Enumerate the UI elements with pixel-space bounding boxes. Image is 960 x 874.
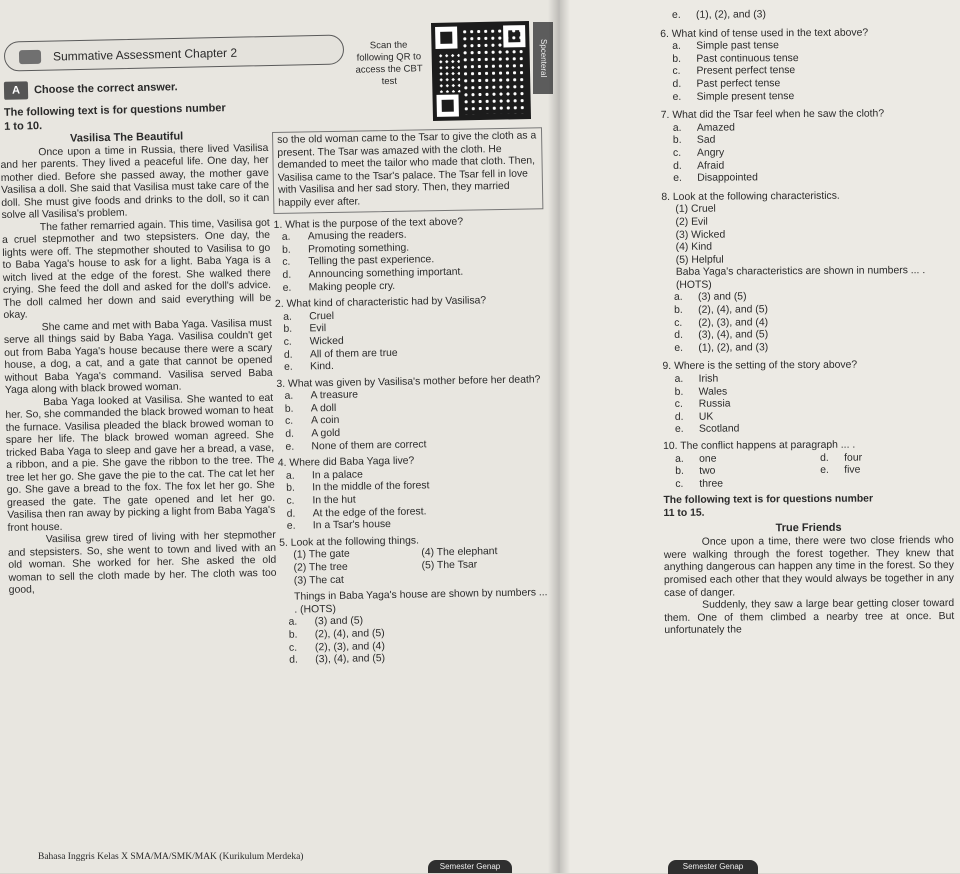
- option-text: In the middle of the forest: [312, 480, 430, 494]
- option-letter: e.: [671, 9, 681, 21]
- option-letter: d.: [674, 411, 684, 423]
- question-stem: What was given by Vasilisa's mother before her death?: [287, 374, 541, 390]
- numbered-item: (3) The cat: [293, 574, 344, 587]
- question-stem: What kind of characteristic had by Vasilisa?: [286, 295, 487, 310]
- answer-option[interactable]: [660, 8, 950, 23]
- option-text: Angry: [696, 147, 725, 159]
- option-text: Amusing the readers.: [307, 229, 407, 243]
- option-letter: b.: [672, 53, 682, 65]
- question-number: 4.: [277, 458, 287, 470]
- option-text: Telling the past experience.: [308, 254, 435, 268]
- option-text: (3) and (5): [697, 291, 747, 304]
- semester-badge: Semester Genap: [668, 860, 758, 874]
- option-text: (2), (3), and (4): [314, 640, 385, 653]
- option-letter: d.: [285, 428, 295, 440]
- friends-paragraph: Suddenly, they saw a large bear getting closer toward them. One of them climbed a nearby tree at once. But unfortunately the: [664, 598, 955, 637]
- option-text: Irish: [698, 373, 719, 385]
- story-paragraph: She came and met with Baba Yaga. Vasilisa must serve all things said by Baba Yaga. Vasilisa couldn't get out from Baba Yaga's house because there were a scary house, a dog, a cat, and a gate that cannot be opened without Baba Yaga's command. Vasilisa served Baba Yaga along with black browed woman.: [3, 317, 273, 396]
- option-text: A coin: [310, 415, 340, 427]
- option-letter: d.: [674, 330, 683, 342]
- option-letter: a.: [674, 373, 684, 385]
- question-number: 5.: [279, 537, 288, 549]
- banner-title: Summative Assessment Chapter 2: [52, 45, 238, 64]
- option-letter: b.: [288, 629, 298, 641]
- option-text: Kind.: [310, 361, 334, 373]
- option-text: A gold: [311, 427, 341, 440]
- intro-line: 1 to 10.: [4, 120, 43, 133]
- answer-option[interactable]: [808, 464, 953, 478]
- question-7: [661, 108, 952, 186]
- story-continuation: [272, 127, 543, 213]
- question-4: [278, 453, 549, 533]
- option-letter: c.: [674, 399, 683, 411]
- option-text: Present perfect tense: [696, 65, 796, 78]
- question-number: 8.: [661, 191, 671, 203]
- option-letter: c.: [283, 336, 292, 348]
- option-letter: a.: [672, 122, 682, 134]
- option-text: (1), (2), and (3): [698, 342, 769, 354]
- question-number: 9.: [662, 361, 672, 373]
- option-text: Past continuous tense: [696, 52, 799, 65]
- question-number: 7.: [660, 110, 670, 122]
- question-stem: Where did Baba Yaga live?: [289, 455, 415, 469]
- option-text: Disappointed: [697, 172, 758, 184]
- question-3: [276, 374, 547, 454]
- option-letter: d.: [672, 78, 682, 90]
- option-text: Scotland: [698, 423, 740, 436]
- numbered-item: (1) Cruel: [675, 203, 716, 216]
- option-text: (2), (4), and (5): [698, 304, 769, 316]
- option-letter: e.: [285, 441, 295, 453]
- qr-pattern: [461, 27, 525, 114]
- option-letter: a.: [283, 311, 292, 323]
- option-text: In the hut: [312, 494, 356, 507]
- option-text: (3), (4), and (5): [315, 653, 386, 666]
- question-stem: The conflict happens at paragraph ... .: [680, 439, 856, 452]
- section-heading: [4, 75, 274, 101]
- section-title: Choose the correct answer.: [33, 81, 178, 97]
- option-letter: d.: [289, 654, 298, 666]
- option-text: Simple past tense: [696, 40, 779, 52]
- question-8: [661, 190, 952, 356]
- question-number: 3.: [276, 378, 286, 390]
- option-letter: e.: [284, 361, 293, 373]
- answer-option[interactable]: [661, 171, 951, 186]
- qr-finder: [435, 26, 457, 48]
- qr-code[interactable]: [431, 21, 531, 121]
- option-text: (3), (4), and (5): [698, 329, 769, 341]
- scan-instruction: Scan the following QR to access the CBT test: [355, 39, 423, 88]
- chapter-banner: [4, 34, 345, 71]
- question-number: 6.: [660, 28, 669, 40]
- numbered-item: (2) The tree: [293, 561, 348, 574]
- option-text: In a Tsar's house: [312, 519, 392, 532]
- option-text: Past perfect tense: [696, 78, 781, 90]
- question-number: 2.: [274, 298, 284, 311]
- option-letter: a.: [672, 41, 681, 53]
- option-text: (2), (4), and (5): [314, 628, 385, 641]
- numbered-item: (1) The gate: [293, 549, 350, 562]
- option-letter: d.: [282, 269, 292, 281]
- option-letter: b.: [674, 304, 683, 316]
- option-letter: b.: [672, 135, 682, 147]
- option-text: Russia: [698, 398, 731, 410]
- question-stem: What kind of tense used in the text above?: [671, 27, 869, 40]
- option-text: A doll: [310, 402, 337, 415]
- option-letter: b.: [283, 323, 293, 336]
- option-text: Wicked: [309, 335, 344, 348]
- section-letter: A: [4, 81, 28, 99]
- story-paragraph: Vasilisa grew tired of living with her stepmother and stepsisters. So, she went to town and lived with an old woman. She worked for her. She asked the old woman to sell the cloth made by her. The cloth was too good,: [7, 529, 277, 596]
- option-text: Promoting something.: [307, 242, 410, 256]
- option-letter: b.: [674, 386, 684, 398]
- friends-text: [664, 535, 955, 638]
- option-text: Sad: [696, 134, 716, 147]
- option-letter: c.: [282, 257, 291, 269]
- option-letter: a.: [288, 617, 298, 629]
- numbered-things: [279, 546, 550, 588]
- friends-paragraph: Once upon a time, there were two close friends who were walking through the forest together. They knew that anything dangerous can happen any time in the forest. So they promised each other that they would always be together in any case of danger.: [663, 535, 955, 599]
- question-substem: Baba Yaga's characteristics are shown in numbers ... . (HOTS): [675, 265, 926, 291]
- option-letter: e.: [282, 282, 292, 294]
- qr-finder: [436, 94, 458, 116]
- intro-line: The following text is for questions number: [663, 493, 874, 507]
- option-letter: a.: [284, 390, 294, 403]
- option-letter: c.: [672, 66, 681, 78]
- option-text: Making people cry.: [308, 280, 396, 293]
- answer-option[interactable]: [808, 452, 953, 466]
- question-6: [660, 27, 951, 105]
- answer-option[interactable]: [663, 478, 808, 492]
- option-text: four: [844, 452, 863, 464]
- answer-option[interactable]: [663, 465, 808, 479]
- option-text: In a palace: [311, 469, 363, 482]
- answer-option[interactable]: [663, 422, 953, 437]
- option-letter: e.: [286, 520, 296, 533]
- numbered-item: (4) The elephant: [421, 546, 498, 559]
- question-stem: What is the purpose of the text above?: [285, 216, 464, 231]
- answer-option[interactable]: [661, 90, 951, 105]
- story-column: [0, 129, 277, 598]
- option-letter: a.: [675, 453, 684, 465]
- option-text: three: [699, 478, 724, 490]
- numbered-item: (5) The Tsar: [421, 559, 478, 572]
- numbered-item: (5) Helpful: [675, 254, 724, 266]
- option-text: Announcing something important.: [308, 266, 464, 281]
- numbered-item: (4) Kind: [675, 241, 713, 253]
- option-letter: c.: [288, 642, 298, 654]
- option-letter: c.: [672, 147, 682, 159]
- qr-pattern: [438, 52, 461, 92]
- story-paragraph: Once upon a time in Russia, there lived Vasilisa and her parents. They lived a peaceful life. One day, her mother died. Before she passed away, the mother gave Vasilisa a doll. She said that Vasilisa must take care of the doll. She must give foods and drinks to the doll, so it can solve all Vasilisa's problem.: [0, 142, 270, 221]
- story-paragraph: Baba Yaga looked at Vasilisa. She wanted to eat her. So, she commanded the black browed woman to heat the furnace. Vasilisa pleaded the black browed woman to spare her life. The black browed woman agreed. She tricked Baba Yaga to sleep and gave her a bread, a vase, a ribbon, and a pie. She gave the ribbon to the tree. The tree let her go. She gave the pie to the cat. The cat let her go. She gave a bread to the fox. The fox let her go. She greased the gate. The gate opened and let her go. Vasilisa then ran away by picking a light from Baba Yaga's front house.: [5, 392, 276, 534]
- option-text: Amazed: [696, 122, 735, 134]
- option-text: two: [699, 465, 716, 477]
- option-text: (3) and (5): [314, 615, 364, 628]
- option-text: five: [844, 464, 861, 476]
- book-footer: Bahasa Inggris Kelas X SMA/MA/SMK/MAK (Kurikulum Merdeka): [38, 852, 304, 862]
- option-letter: d.: [673, 160, 682, 172]
- numbered-item: (3) Wicked: [675, 229, 726, 241]
- option-letter: e.: [673, 172, 682, 185]
- question-5: [279, 533, 551, 668]
- option-letter: e.: [674, 342, 684, 354]
- question-number: 10.: [663, 440, 678, 452]
- semester-badge: Semester Genap: [428, 860, 512, 873]
- intro-line: 11 to 15.: [663, 507, 705, 519]
- question-number: 1.: [273, 219, 283, 231]
- numbered-item: (2) Evil: [675, 216, 708, 228]
- question-stem: Look at the following things.: [290, 535, 420, 549]
- option-letter: b.: [281, 244, 291, 256]
- option-letter: c.: [286, 495, 295, 507]
- option-letter: a.: [281, 231, 291, 243]
- question-2: [275, 294, 546, 374]
- friends-title: True Friends: [775, 521, 842, 534]
- option-letter: c.: [674, 317, 683, 329]
- intro-line: The following text is for questions number: [3, 102, 226, 119]
- intro-instruction-2: [663, 493, 953, 520]
- option-letter: e.: [672, 91, 682, 103]
- option-letter: d.: [286, 508, 296, 520]
- question-substem: Things in Baba Yaga's house are shown by numbers ... . (HOTS): [294, 587, 548, 616]
- question-stem: Look at the following characteristics.: [672, 190, 840, 203]
- option-letter: a.: [285, 470, 295, 482]
- story-paragraph: so the old woman came to the Tsar to give the cloth as a present. The Tsar was amazed with the cloth. He demanded to meet the tailor who made that cloth. Then, Vasilisa came to the Tsar's palace. The Tsar fell in love with Vasilisa and her sad story. Then, they married happily ever after.: [277, 130, 537, 209]
- question-10: [663, 439, 953, 491]
- option-text: At the edge of the forest.: [312, 505, 427, 519]
- option-letter: d.: [820, 452, 829, 464]
- option-letter: b.: [675, 466, 684, 478]
- answer-option[interactable]: [663, 453, 808, 467]
- option-letter: c.: [675, 478, 684, 490]
- option-letter: d.: [283, 349, 293, 361]
- option-text: (1), (2), and (3): [695, 9, 766, 21]
- option-text: All of them are true: [309, 347, 398, 360]
- option-text: Cruel: [309, 310, 335, 323]
- option-text: one: [699, 453, 717, 465]
- option-text: Evil: [309, 323, 327, 335]
- banner-icon: [19, 50, 41, 64]
- question-stem: What did the Tsar feel when he saw the cloth?: [672, 108, 885, 122]
- question-stem: Where is the setting of the story above?: [674, 360, 858, 373]
- story-title: Vasilisa The Beautiful: [69, 130, 184, 145]
- option-text: Afraid: [697, 160, 725, 172]
- option-text: A treasure: [310, 389, 359, 402]
- option-text: None of them are correct: [311, 439, 427, 453]
- option-letter: b.: [284, 403, 294, 415]
- answer-option[interactable]: [662, 341, 952, 356]
- option-letter: a.: [673, 292, 683, 304]
- option-letter: b.: [286, 483, 295, 495]
- option-letter: e.: [674, 424, 684, 436]
- option-letter: c.: [284, 416, 294, 428]
- question-9: [662, 359, 953, 437]
- book-gutter: [548, 0, 570, 873]
- story-paragraph: The father remarried again. This time, Vasilisa got a cruel stepmother and two stepsisters. One day, the lights were off. The stepmother shouted to Vasilisa to go to Baba Yaga's house to ask for a light. Baba Yaga is a witch lived at the edge of the forest. She walked there crying. She feed the doll and asked for the doll's advice. The doll calmed her down and said everything will be okay.: [1, 217, 272, 321]
- option-text: UK: [698, 411, 714, 423]
- option-letter: e.: [820, 465, 829, 477]
- right-questions-column: [660, 8, 954, 638]
- question-1: [274, 215, 545, 295]
- side-tab: Spcenteral: [533, 22, 553, 94]
- questions-column: [272, 127, 551, 671]
- option-text: Simple present tense: [696, 90, 795, 103]
- option-text: Wales: [698, 386, 728, 398]
- option-text: (2), (3), and (4): [698, 316, 769, 329]
